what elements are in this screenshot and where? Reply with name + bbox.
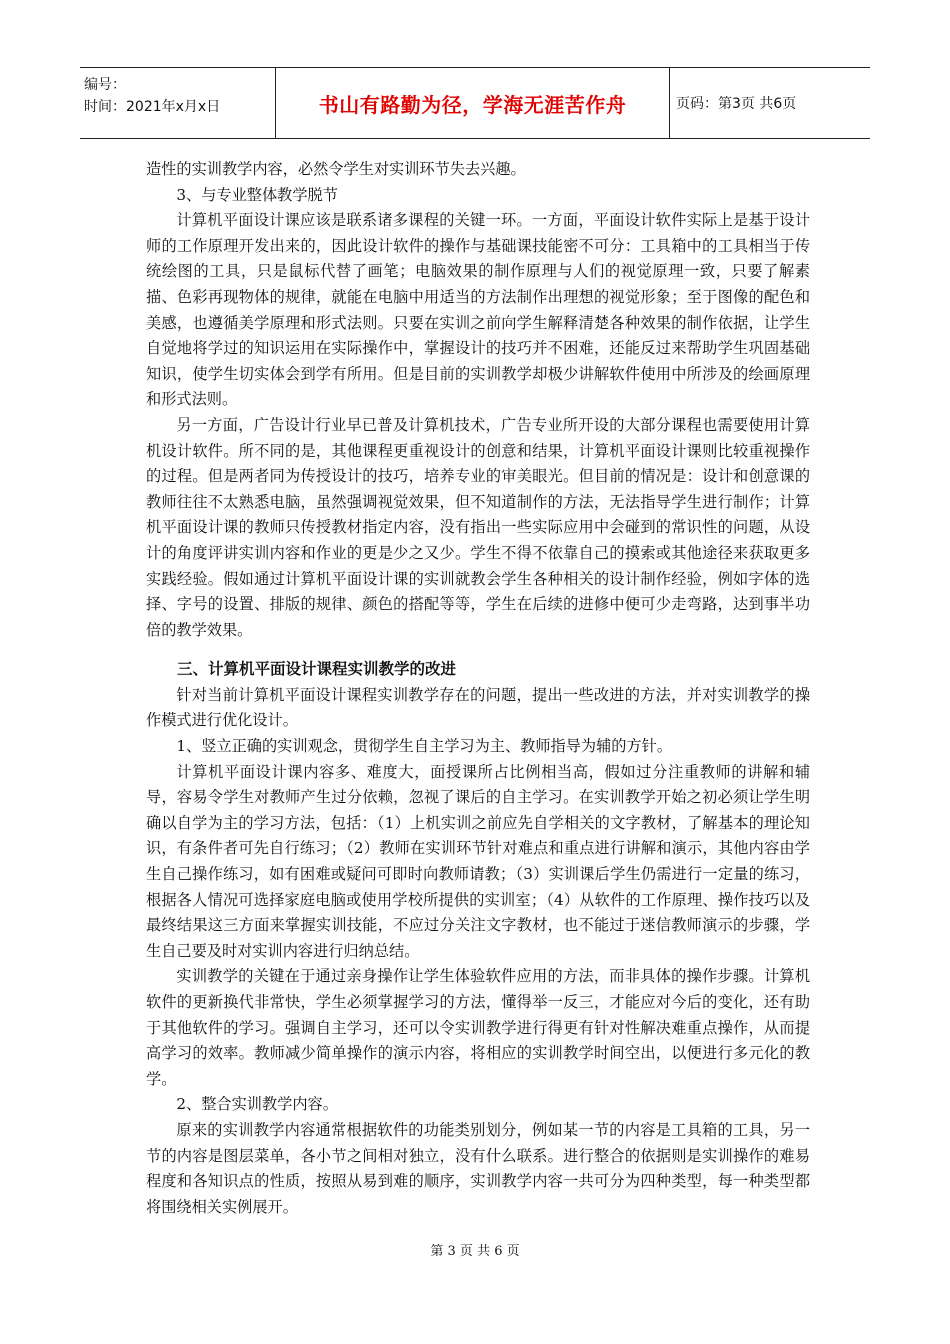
header-info [80, 68, 275, 138]
page-header [80, 67, 870, 139]
document-time: 时间：2021年x月x日 [84, 99, 221, 115]
paragraph: 针对当前计算机平面设计课程实训教学存在的问题，提出一些改进的方法，并对实训教学的操作模式进行优化设计。 [146, 685, 810, 730]
header-page-number: 页码：第3页 共6页 [676, 96, 797, 112]
document-body [146, 157, 810, 1220]
subheading: 3、与专业整体教学脱节 [176, 185, 338, 204]
header-slogan-cell [275, 68, 670, 138]
header-slogan: 书山有路勤为径，学海无涯苦作舟 [318, 92, 627, 117]
paragraph: 造性的实训教学内容，必然令学生对实训环节失去兴趣。 [146, 160, 526, 178]
paragraph: 实训教学的关键在于通过亲身操作让学生体验软件应用的方法，而非具体的操作步骤。计算机软件的更新换代非常快，学生必须掌握学习的方法，懂得举一反三，才能应对今后的变化，还有助于其他软件的学习。强调自主学习，还可以令实训教学进行得更有针对性解决难重点操作，从而提高学习的效率。教师减少简单操作的演示内容，将相应的实训教学时间空出，以便进行多元化的教学。 [146, 967, 810, 1088]
paragraph: 另一方面，广告设计行业早已普及计算机技术，广告专业所开设的大部分课程也需要使用计算机设计软件。所不同的是，其他课程更重视设计的创意和结果，计算机平面设计课则比较重视操作的过程。但是两者同为传授设计的技巧，培养专业的审美眼光。但目前的情况是：设计和创意课的教师往往不太熟悉电脑，虽然强调视觉效果，但不知道制作的方法，无法指导学生进行制作；计算机平面设计课的教师只传授教材指定内容，没有指出一些实际应用中会碰到的常识性的问题，从设计的角度评讲实训内容和作业的更是少之又少。学生不得不依靠自己的摸索或其他途径来获取更多实践经验。假如通过计算机平面设计课的实训就教会学生各种相关的设计制作经验，例如字体的选择、字号的设置、排版的规律、颜色的搭配等等，学生在后续的进修中便可少走弯路，达到事半功倍的教学效果。 [146, 415, 810, 639]
section-heading: 三、计算机平面设计课程实训教学的改进 [177, 660, 457, 679]
subheading: 1、竖立正确的实训观念，贯彻学生自主学习为主、教师指导为辅的方针。 [176, 737, 673, 756]
subheading: 2、整合实训教学内容。 [176, 1095, 338, 1114]
paragraph: 原来的实训教学内容通常根据软件的功能类别划分，例如某一节的内容是工具箱的工具，另一节的内容是图层菜单，各小节之间相对独立，没有什么联系。进行整合的依据则是实训操作的难易程度和各知识点的性质，按照从易到难的顺序，实训教学内容一共可分为四种类型，每一种类型都将围绕相关实例展开。 [146, 1120, 810, 1216]
paragraph: 计算机平面设计课应该是联系诸多课程的关键一环。一方面，平面设计软件实际上是基于设计师的工作原理开发出来的，因此设计软件的操作与基础课技能密不可分：工具箱中的工具相当于传统绘图的工具，只是鼠标代替了画笔；电脑效果的制作原理与人们的视觉原理一致，只要了解素描、色彩再现物体的规律，就能在电脑中用适当的方法制作出理想的视觉形象；至于图像的配色和美感，也遵循美学原理和形式法则。只要在实训之前向学生解释清楚各种效果的制作依据，让学生自觉地将学过的知识运用在实际操作中，掌握设计的技巧并不困难，还能反过来帮助学生巩固基础知识，使学生切实体会到学有所用。但是目前的实训教学却极少讲解软件使用中所涉及的绘画原理和形式法则。 [146, 211, 810, 409]
document-code: 编号： [84, 77, 126, 93]
spacer [146, 643, 810, 657]
paragraph: 计算机平面设计课内容多、难度大，面授课所占比例相当高，假如过分注重教师的讲解和辅导，容易令学生对教师产生过分依赖，忽视了课后的自主学习。在实训教学开始之初必须让学生明确以自学为主的学习方法，包括：（1）上机实训之前应先自学相关的文字教材，了解基本的理论知识，有条件者可先自行练习；（2）教师在实训环节针对难点和重点进行讲解和演示，其他内容由学生自己操作练习，如有困难或疑问可即时向教师请教；（3）实训课后学生仍需进行一定量的练习，根据各人情况可选择家庭电脑或使用学校所提供的实训室；（4）从软件的工作原理、操作技巧以及最终结果这三方面来掌握实训技能，不应过分关注文字教材，也不能过于迷信教师演示的步骤，学生自己要及时对实训内容进行归纳总结。 [146, 762, 810, 960]
page-footer: 第 3 页 共 6 页 [430, 1244, 520, 1259]
